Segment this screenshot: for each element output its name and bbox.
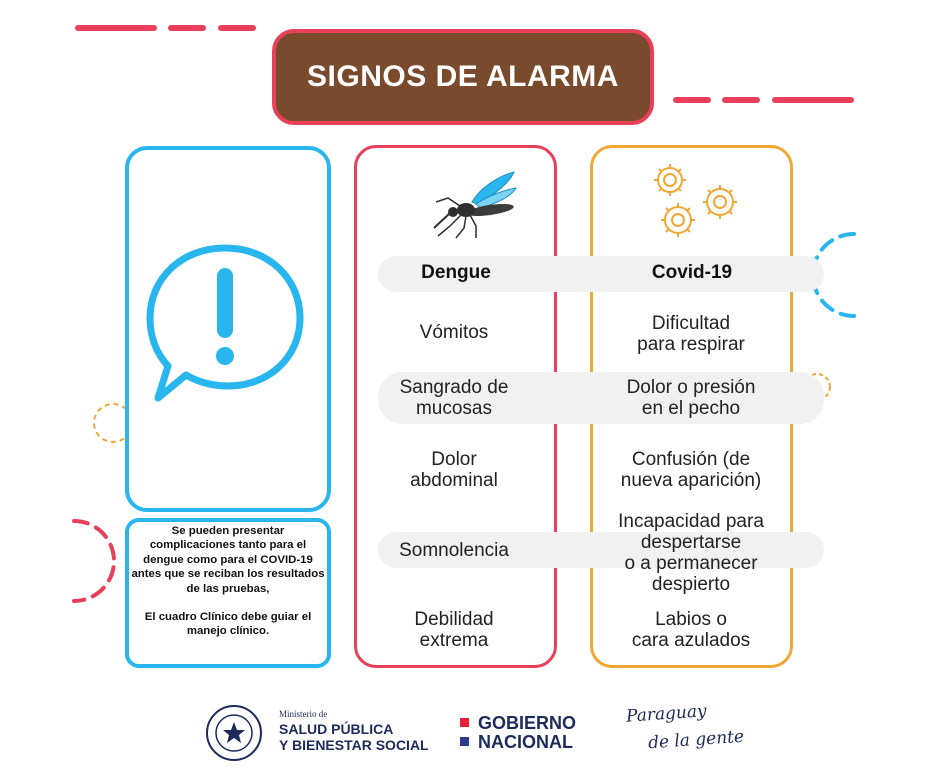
note-paragraph-1: Se pueden presentar complicaciones tanto para el dengue como para el COVID-19 antes que se reciban los resultados de las pruebas,	[131, 525, 325, 595]
covid-sign: Incapacidad para despertarse o a permanecer despierto	[618, 511, 764, 595]
decor-dash	[722, 97, 760, 103]
exclamation-speech-bubble-icon	[140, 238, 310, 408]
flag-blue-square	[460, 737, 469, 746]
covid-sign: Dificultad para respirar	[637, 313, 745, 355]
decor-circle	[70, 515, 120, 607]
dengue-header: Dengue	[421, 262, 491, 283]
dengue-sign: Somnolencia	[399, 539, 509, 561]
decor-dash	[772, 97, 854, 103]
national-seal-icon	[205, 704, 263, 762]
covid-sign: Labios o cara azulados	[631, 609, 751, 651]
ministry-line-1: SALUD PÚBLICA	[279, 721, 394, 737]
dengue-sign: Dolor abdominal	[410, 449, 498, 491]
dengue-sign: Vómitos	[419, 321, 489, 343]
dengue-sign: Sangrado de mucosas	[399, 377, 509, 419]
decor-dash	[75, 25, 157, 31]
ministry-line-2: Y BIENESTAR SOCIAL	[279, 737, 429, 753]
flag-red-square	[460, 718, 469, 727]
page-title: SIGNOS DE ALARMA	[272, 29, 654, 125]
gov-line-2: NACIONAL	[478, 732, 573, 752]
note-text	[131, 524, 325, 639]
decor-dash	[218, 25, 256, 31]
note-paragraph-2: El cuadro Clínico debe guiar el manejo clínico.	[144, 611, 312, 638]
ministry-prefix: Ministerio de	[279, 709, 328, 719]
dengue-sign: Debilidad extrema	[414, 609, 494, 651]
covid-header: Covid-19	[651, 262, 733, 283]
decor-dash	[673, 97, 711, 103]
covid-sign: Dolor o presión en el pecho	[626, 377, 756, 419]
gov-line-1: GOBIERNO	[478, 713, 577, 733]
decor-dash	[168, 25, 206, 31]
mosquito-icon	[420, 168, 520, 240]
slogan-line-1: Paraguay	[625, 701, 708, 727]
covid-sign: Confusión (de nueva aparición)	[620, 449, 762, 491]
slogan-line-2: de la gente	[647, 726, 745, 754]
virus-icon	[640, 160, 740, 242]
